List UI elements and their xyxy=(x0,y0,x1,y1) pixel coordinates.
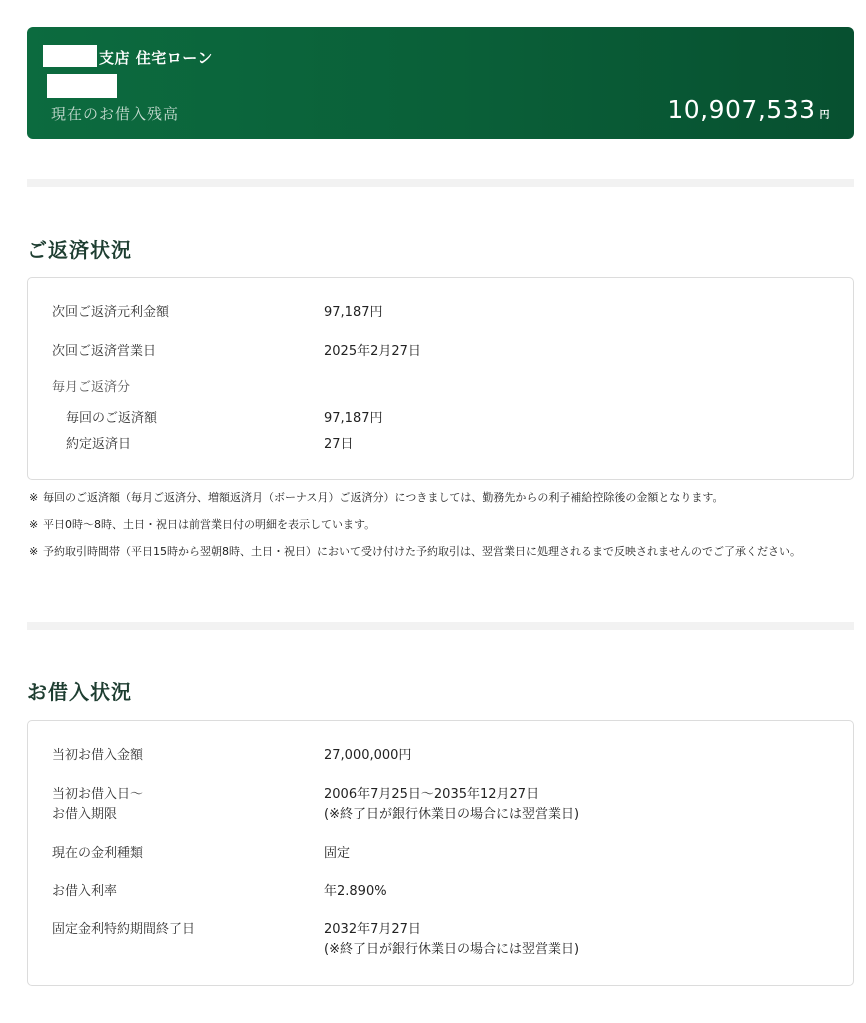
loan-period-value-line2: (※終了日が銀行休業日の場合には翌営業日) xyxy=(324,807,580,822)
note-item xyxy=(29,490,849,506)
section-divider xyxy=(27,179,854,187)
balance-amount xyxy=(667,95,830,124)
next-repayment-amount-value: 97,187円 xyxy=(324,305,383,320)
next-repayment-amount-label: 次回ご返済元利金額 xyxy=(52,305,170,320)
initial-loan-amount-label: 当初お借入金額 xyxy=(52,748,144,763)
loan-summary-banner xyxy=(27,27,854,139)
balance-unit: 円 xyxy=(819,110,830,121)
balance-value: 10,907,533 xyxy=(667,95,816,124)
loan-product-title: 支店 住宅ローン xyxy=(99,49,213,67)
repayment-card xyxy=(27,277,854,480)
note-mark: ※ xyxy=(29,491,39,504)
monthly-repayment-label: 毎月ご返済分 xyxy=(52,380,131,395)
interest-rate-value: 年2.890% xyxy=(324,884,387,899)
due-day-value: 27日 xyxy=(324,437,354,452)
note-item xyxy=(29,544,849,560)
note-text: 平日0時～8時、土日・祝日は前営業日付の明細を表示しています。 xyxy=(43,518,376,531)
note-text: 毎回のご返済額（毎月ご返済分、増額返済月（ボーナス月）ご返済分）につきましては、勤務先からの利子補給控除後の金額となります。 xyxy=(43,491,724,504)
section-divider xyxy=(27,622,854,630)
due-day-label: 約定返済日 xyxy=(66,437,132,452)
initial-loan-amount-value: 27,000,000円 xyxy=(324,748,412,763)
note-mark: ※ xyxy=(29,518,39,531)
note-item xyxy=(29,517,849,533)
each-repayment-amount-label: 毎回のご返済額 xyxy=(66,411,158,426)
note-text: 予約取引時間帯（平日15時から翌朝8時、土日・祝日）において受け付けた予約取引は、翌営業日に処理されるまで反映されませんのでご了承ください。 xyxy=(43,545,801,558)
next-repayment-date-value: 2025年2月27日 xyxy=(324,344,421,359)
note-mark: ※ xyxy=(29,545,39,558)
redacted-branch-name xyxy=(43,45,97,67)
loan-period-label-line1: 当初お借入日～ xyxy=(52,787,144,802)
notes-list xyxy=(29,490,849,571)
repayment-section-title: ご返済状況 xyxy=(27,238,132,262)
loan-card xyxy=(27,720,854,986)
loan-period-label-line2: お借入期限 xyxy=(52,807,118,822)
loan-section-title: お借入状況 xyxy=(27,680,132,704)
fixed-rate-end-label: 固定金利特約期間終了日 xyxy=(52,922,196,937)
fixed-rate-end-value-line2: (※終了日が銀行休業日の場合には翌営業日) xyxy=(324,942,580,957)
loan-period-value-line1: 2006年7月25日～2035年12月27日 xyxy=(324,787,540,802)
rate-type-label: 現在の金利種類 xyxy=(52,846,144,861)
redacted-account-info xyxy=(47,74,117,98)
each-repayment-amount-value: 97,187円 xyxy=(324,411,383,426)
next-repayment-date-label: 次回ご返済営業日 xyxy=(52,344,157,359)
balance-label: 現在のお借入残高 xyxy=(51,105,180,123)
fixed-rate-end-value-line1: 2032年7月27日 xyxy=(324,922,421,937)
interest-rate-label: お借入利率 xyxy=(52,884,118,899)
rate-type-value: 固定 xyxy=(324,846,351,861)
